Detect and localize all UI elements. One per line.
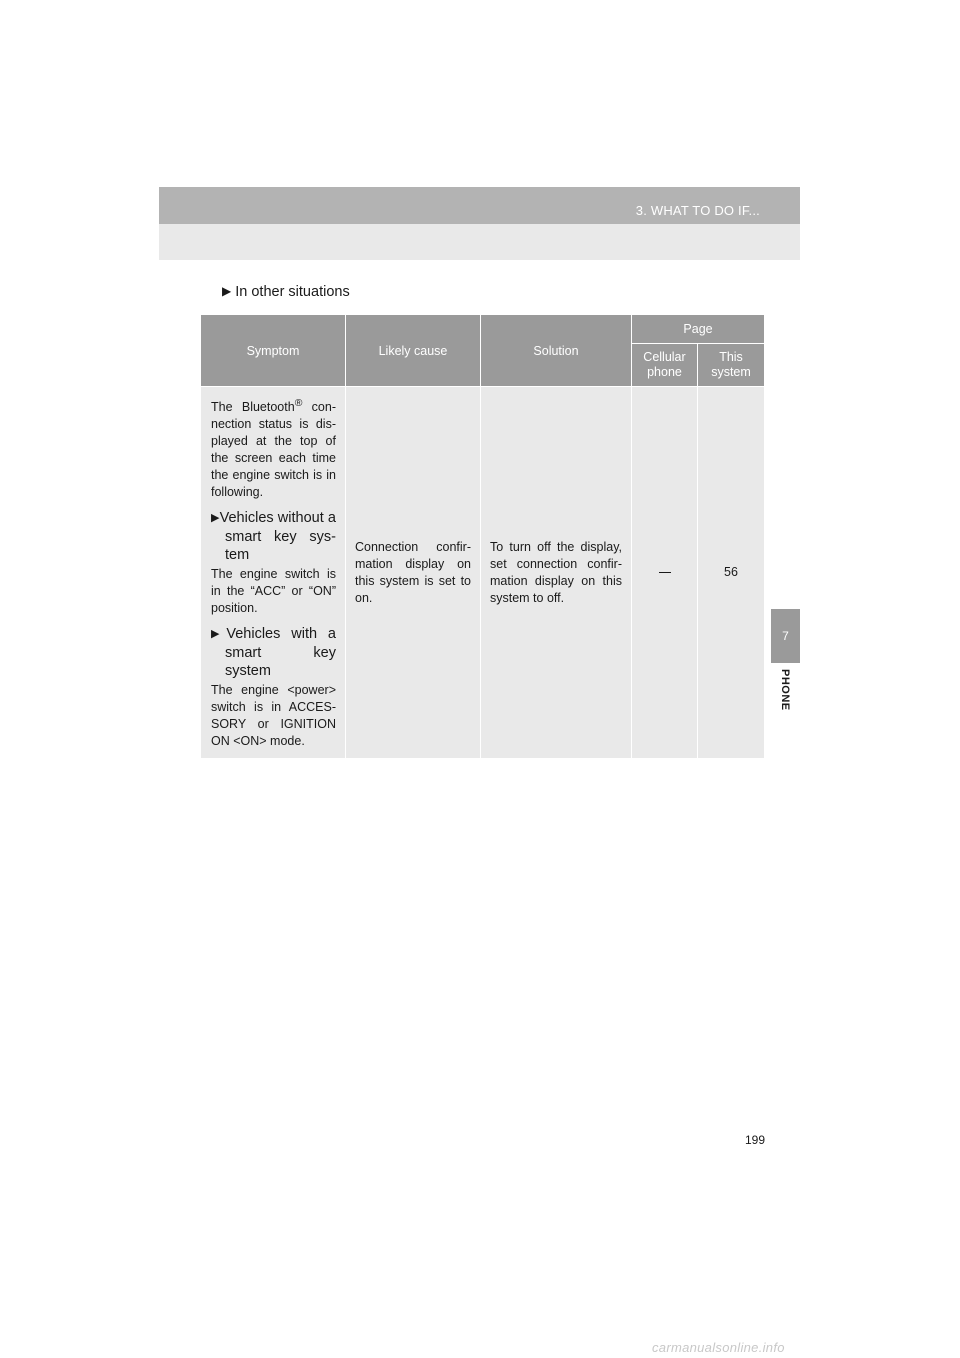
symptom-cell: [201, 387, 346, 759]
chapter-tab: 7: [771, 609, 800, 663]
header-cellular-phone: Cellular phone: [632, 344, 698, 387]
header-this-system: This system: [698, 344, 765, 387]
likely-cause-cell: Connection confir-mation display on this system is set to on.: [346, 387, 481, 759]
troubleshooting-table: [200, 314, 765, 759]
solution-cell: To turn off the display, set connection confir-mation display on this system to off.: [481, 387, 632, 759]
triangle-bullet-icon: ▶: [211, 512, 220, 525]
table-row: [201, 387, 765, 759]
subheader-band: [159, 224, 800, 260]
condition-text-with-smart-key: The engine <power> switch is in ACCES-SORY or IGNITION ON <ON> mode.: [211, 683, 336, 749]
condition-heading-without-smart-key: ▶Vehicles without a smart key sys-tem: [211, 510, 336, 564]
section-heading: [222, 284, 350, 300]
header-symptom: Symptom: [201, 315, 346, 387]
cellular-phone-page-cell: [632, 387, 698, 759]
condition-text-without-smart-key: The engine switch is in the “ACC” or “ON” position.: [211, 567, 336, 616]
dash-mark: [659, 572, 671, 573]
condition-heading-with-smart-key: ▶Vehicles with a smart key system: [211, 626, 336, 680]
page-number: 199: [745, 1133, 766, 1147]
header-page: Page: [632, 315, 765, 344]
registered-mark: ®: [294, 398, 303, 409]
header-title: 3. WHAT TO DO IF...: [635, 203, 760, 218]
header-likely-cause: Likely cause: [346, 315, 481, 387]
symptom-intro: The Bluetooth® con-nection status is dis-played at the top of the screen each time the engine switch is in following.: [211, 398, 336, 500]
chapter-label: PHONE: [779, 669, 791, 711]
watermark: carmanualsonline.info: [652, 1340, 785, 1355]
section-heading-text: In other situations: [235, 284, 350, 300]
header-solution: Solution: [481, 315, 632, 387]
triangle-bullet-icon: ▶: [211, 628, 227, 641]
header-band: [159, 187, 800, 224]
triangle-bullet-icon: ▶: [222, 284, 232, 298]
this-system-page-cell: 56: [698, 387, 765, 759]
